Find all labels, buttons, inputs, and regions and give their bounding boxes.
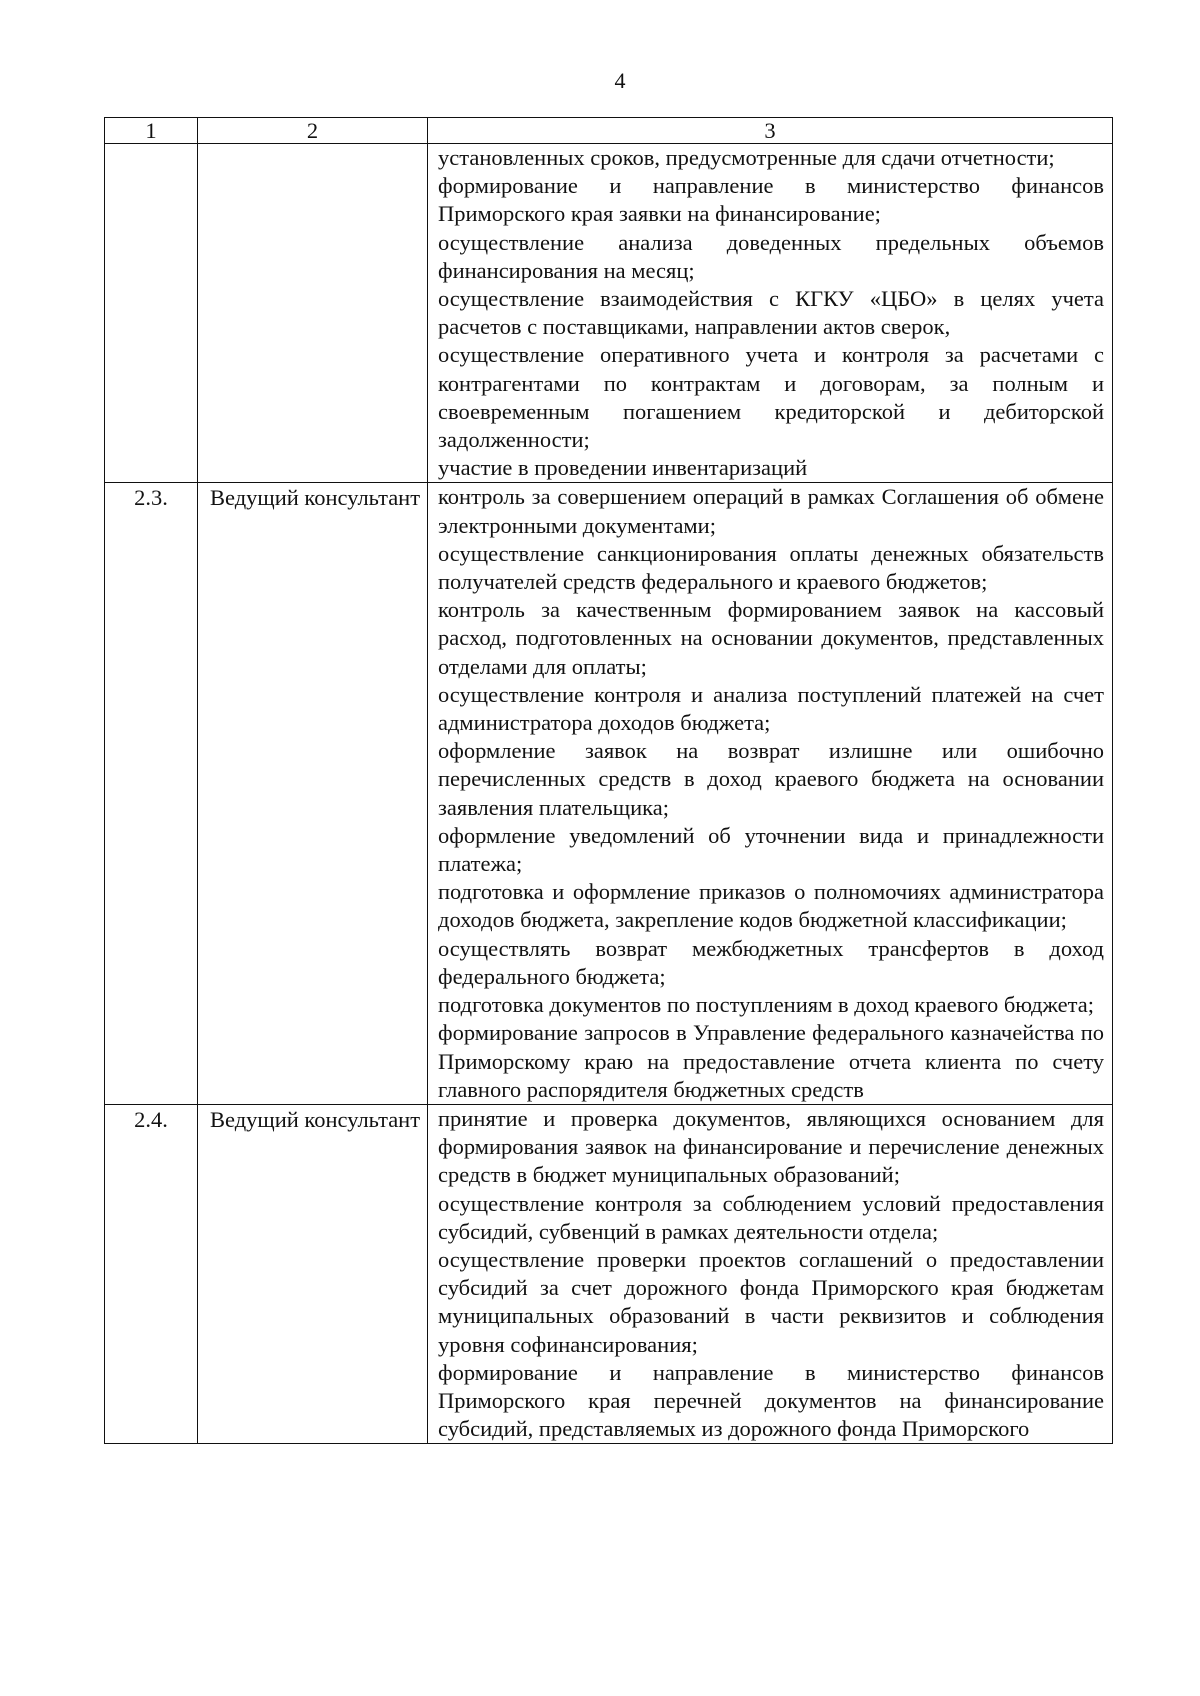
duty-item: принятие и проверка документов, являющихся основанием для формирования заявок на финансирование и перечисление денежных средств в бюджет муниципальных образований; xyxy=(438,1105,1104,1188)
table-header-row xyxy=(105,118,1113,144)
duty-item: формирование запросов в Управление федерального казначейства по Приморскому краю на предоставление отчета клиента по счету главного распорядителя бюджетных средств xyxy=(438,1020,1104,1102)
duty-item: осуществление взаимодействия с КГКУ «ЦБО» в целях учета расчетов с поставщиками, направлении актов сверок, xyxy=(438,286,1104,340)
column-header-3: 3 xyxy=(428,118,1113,144)
duties-table xyxy=(104,117,1113,1444)
row-position: Ведущий консультант xyxy=(198,483,428,1104)
duty-item: осуществление оперативного учета и контроля за расчетами с контрагентами по контрактам и договорам, за полным и своевременным погашением кредиторской и дебиторской задолженности; xyxy=(438,342,1104,453)
duty-item: осуществление контроля за соблюдением условий предоставления субсидий, субвенций в рамках деятельности отдела; xyxy=(438,1190,1104,1244)
duty-item: участие в проведении инвентаризаций xyxy=(438,455,808,481)
duty-item: оформление заявок на возврат излишне или ошибочно перечисленных средств в доход краевого бюджета на основании заявления плательщика; xyxy=(438,738,1104,820)
row-position: Ведущий консультант xyxy=(198,1104,428,1443)
duty-item: осуществлять возврат межбюджетных трансфертов в доход федерального бюджета; xyxy=(438,935,1104,989)
duty-item: осуществление контроля и анализа поступлений платежей на счет администратора доходов бюджета; xyxy=(438,681,1104,736)
row-duties xyxy=(428,144,1113,483)
duty-item: формирование и направление в министерство финансов Приморского края перечней документов на финансирование субсидий, представляемых из дорожного фонда Приморского xyxy=(438,1359,1104,1442)
row-duties xyxy=(428,1104,1113,1443)
row-position xyxy=(198,144,428,483)
row-duties xyxy=(428,483,1113,1104)
duty-item: установленных сроков, предусмотренные для сдачи отчетности; xyxy=(438,145,1055,170)
duty-item: контроль за качественным формированием заявок на кассовый расход, подготовленных на основании документов, представленных отделами для оплаты; xyxy=(438,597,1104,679)
row-number: 2.3. xyxy=(105,483,198,1104)
page-number: 4 xyxy=(614,68,626,93)
duty-item: подготовка и оформление приказов о полномочиях администратора доходов бюджета, закрепление кодов бюджетной классификации; xyxy=(438,879,1104,933)
duty-item: оформление уведомлений об уточнении вида и принадлежности платежа; xyxy=(438,822,1104,877)
column-header-1: 1 xyxy=(105,118,198,144)
duty-item: контроль за совершением операций в рамках Соглашения об обмене электронными документами; xyxy=(438,484,1104,538)
table-row xyxy=(105,483,1113,1104)
row-number xyxy=(105,144,198,483)
duty-item: подготовка документов по поступлениям в доход краевого бюджета; xyxy=(438,992,1094,1018)
duty-item: осуществление проверки проектов соглашений о предоставлении субсидий за счет дорожного фонда Приморского края бюджетам муниципальных образований в части реквизитов и соблюдения уровня софинансирования; xyxy=(438,1246,1104,1357)
column-header-2: 2 xyxy=(198,118,428,144)
table-row xyxy=(105,1104,1113,1443)
duty-item: осуществление санкционирования оплаты денежных обязательств получателей средств федерального и краевого бюджетов; xyxy=(438,540,1104,595)
duty-item: осуществление анализа доведенных предельных объемов финансирования на месяц; xyxy=(438,229,1104,283)
table-row xyxy=(105,144,1113,483)
duty-item: формирование и направление в министерство финансов Приморского края заявки на финансирование; xyxy=(438,173,1104,227)
row-number: 2.4. xyxy=(105,1104,198,1443)
